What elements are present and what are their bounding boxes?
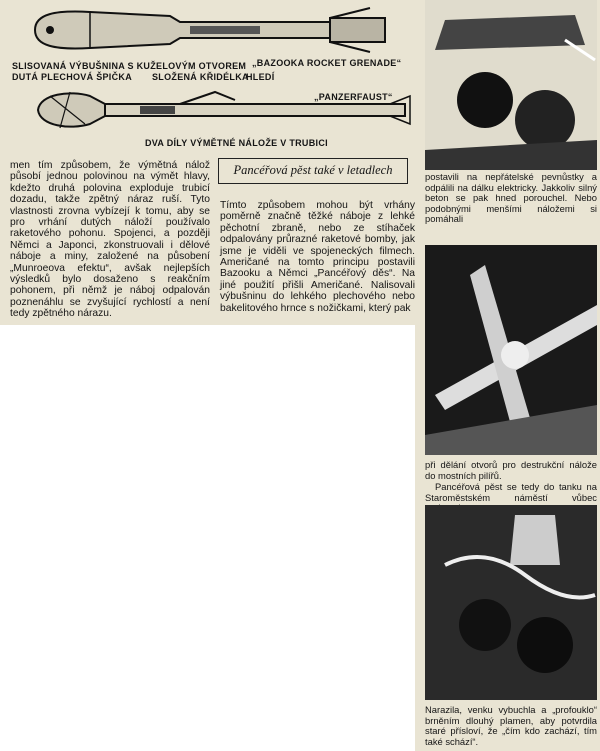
label-kridelka: SLOŽENÁ KŘIDÉLKA [152,72,249,82]
bazooka-rocket-drawing [30,6,415,54]
illustration-tank-soldiers [425,0,597,170]
label-dva-dily: DVA DÍLY VÝMĚTNÉ NÁLOŽE V TRUBICI [145,138,328,148]
label-bazooka: „BAZOOKA ROCKET GRENADE“ [252,58,402,68]
label-duta-spicka: DUTÁ PLECHOVÁ ŠPIČKA [12,72,133,82]
caption-1: postavili na nepřátelské pevnůstky a odpálili na dálku elektricky. Jakkoliv silný beton se pak hned porouchel. Nebo podobnými menšími náložemi si pomáhali [425,171,597,225]
article-column-2: Tímto způsobem mohou být vrhány poměrně značně těžké náboje z lehké pěchotní zbraně, nebo ze stíhaček odpalovány průrazné raketové bomby, jak jsme je viděli ve spojeneckých filmech. Američané na tomto principu postavili Bazooku a Němci „Pancéřový děs“. Na jiné použití přišli Američané. Nalisovali výbušninu do lehkého plechového nebo bakelitového hrnce s nožičkami, který pak [220,200,415,314]
label-slisovana: SLISOVANÁ VÝBUŠNINA S KUŽELOVÝM OTVOREM [12,61,247,71]
label-panzerfaust: „PANZERFAUST“ [314,92,393,102]
article-column-1: men tím způsobem, že výmětná nálož působí jednou polovinou na výmět hlavy, kdežto druhá polovina exploduje trubicí dozadu, takže zpětný náraz ruší. Tyto vlastnosti zrovna vybízejí k tomu, aby se pro vrhání dutých náloží používalo raketového pohonu. Spojenci, a později Němci a Japonci, zkonstruovali i dělové náboje a miny, založené na působení „Munroeova efektu“, avšak nejlepších výsledků bylo dosaženo s reakčním pohonem, při němž je náboj odpalován poznenáhlu se zvyšující rychlostí a není tedy zpětného nárazu. [10,160,210,320]
caption-2: při dělání otvorů pro destrukční nálože do mostních pilířů. [425,459,597,481]
caption-3: Pancéřová pěst se tedy do tanku na Staroměstském náměstí vůbec [425,481,597,503]
illustration-aircraft [425,245,597,455]
label-hledi: HLEDÍ [246,72,275,82]
caption-4: Narazila, venku vybuchla a „profouklo“ brněním dlouhý plamen, aby potvrdila staré přísloví, že „čím kdo zachází, tím také schází“. [425,704,597,747]
section-heading: Pancéřová pěst také v letadlech [218,158,408,184]
illustration-explosion [425,505,597,700]
